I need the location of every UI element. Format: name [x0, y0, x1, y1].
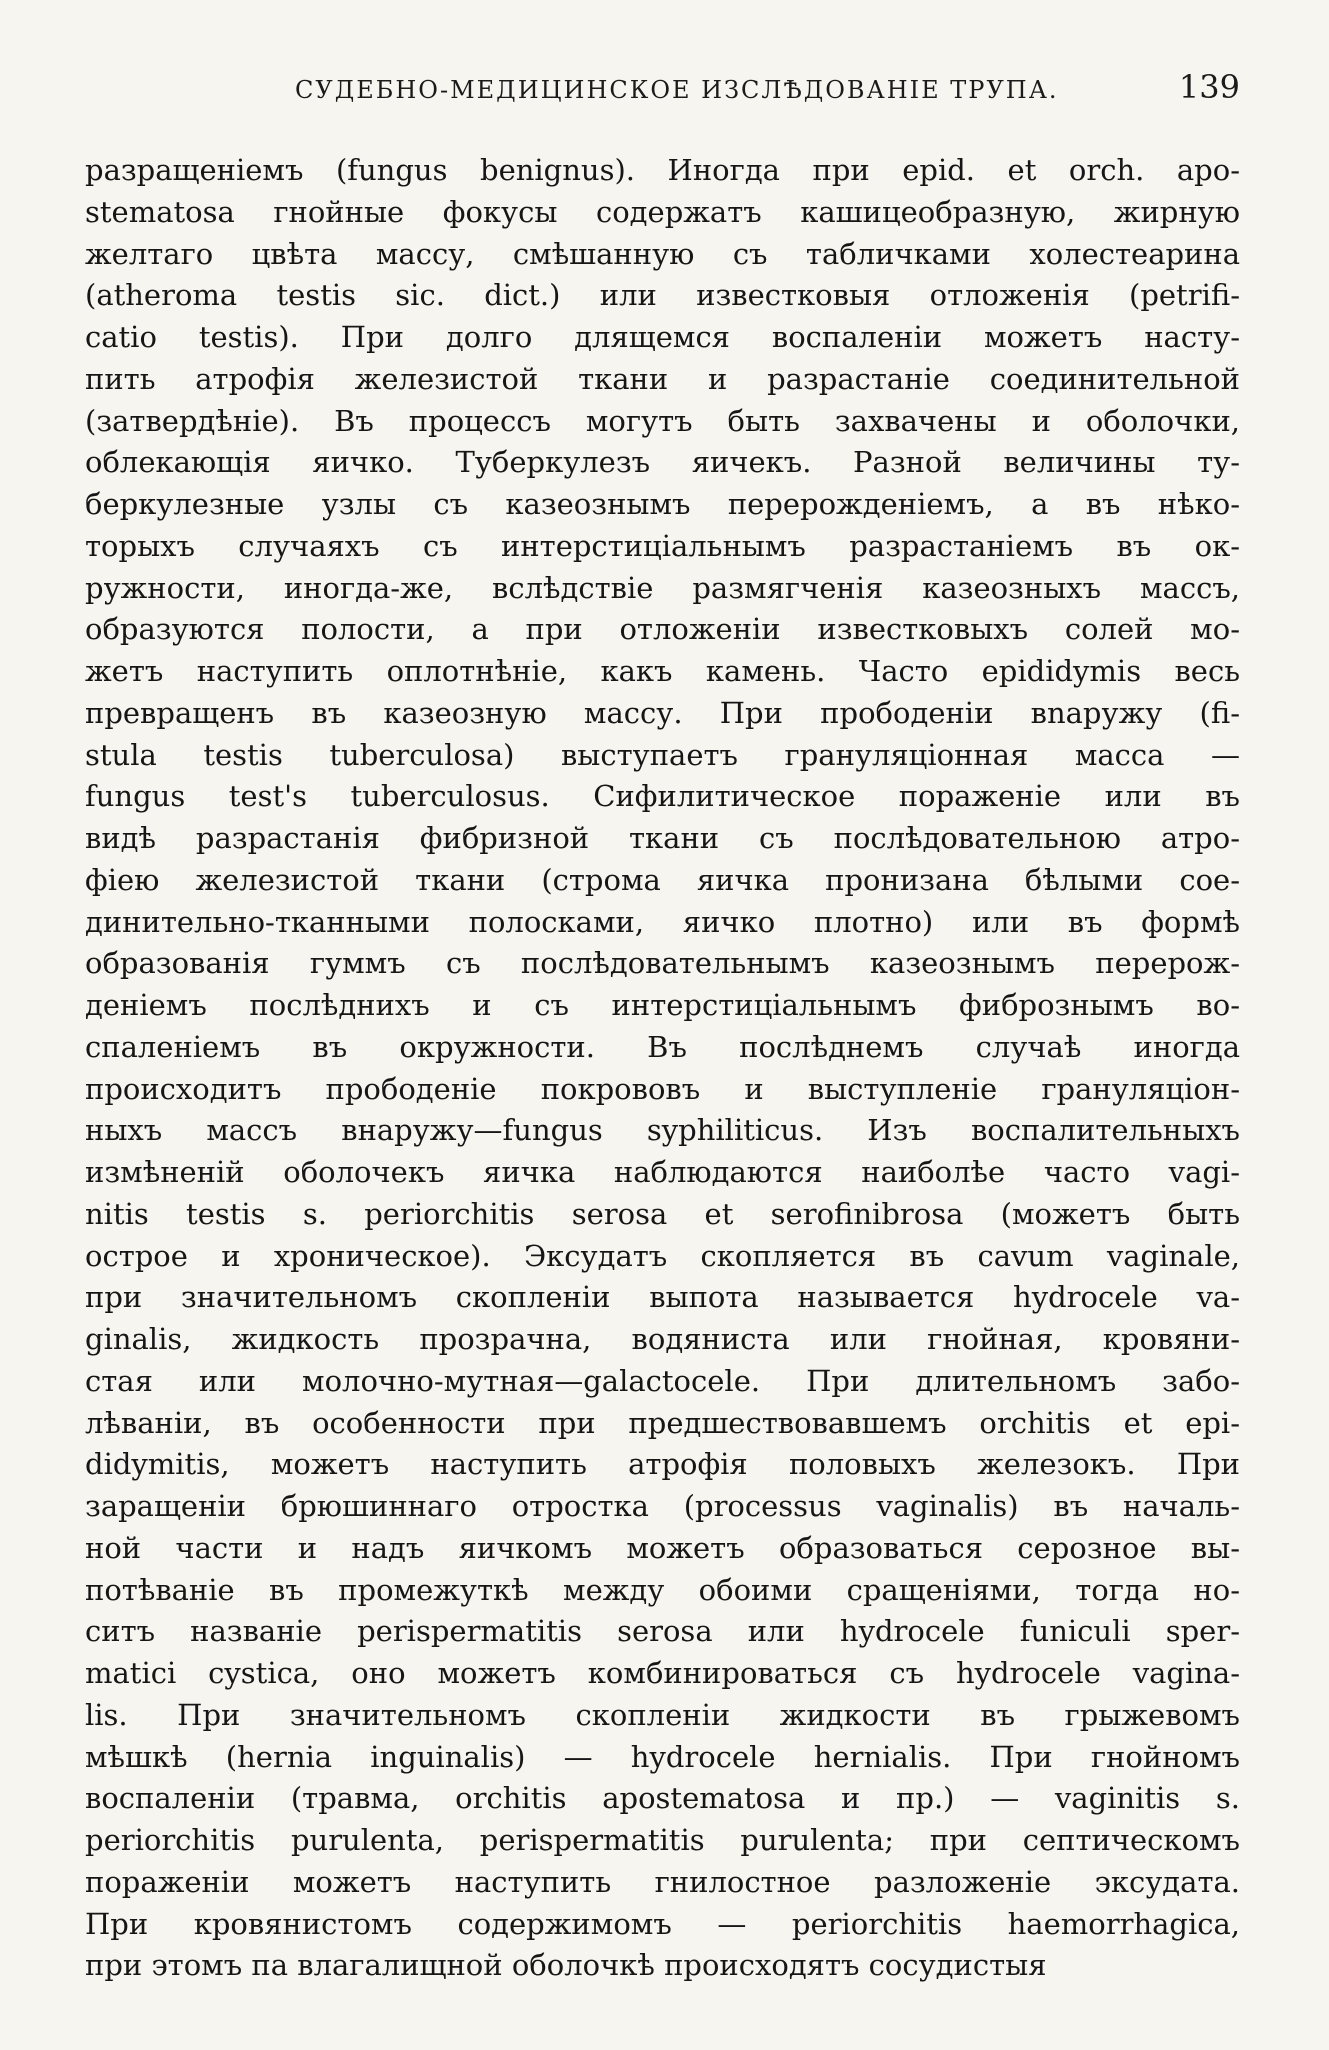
text-line: образованія гуммъ съ послѣдовательнымъ казеознымъ перерож-	[85, 946, 1240, 981]
text-line: didymitis, можетъ наступить атрофія половыхъ железокъ. При	[85, 1447, 1240, 1482]
text-line: спаленіемъ въ окружности. Въ послѣднемъ случаѣ иногда	[85, 1029, 1240, 1064]
text-line: жетъ наступить оплотнѣніе, какъ камень. Часто epididymis весь	[85, 654, 1240, 688]
text-line: лѣваніи, въ особенности при предшествовавшемъ orchitis et epi-	[85, 1405, 1240, 1440]
text-line: fungus test's tuberculosus. Сифилитическое пораженіе или въ	[85, 779, 1240, 814]
text-line: ginalis, жидкость прозрачна, водяниста или гнойная, кровяни-	[85, 1322, 1240, 1356]
text-line: фіею железистой ткани (строма яичка пронизана бѣлыми сое-	[85, 862, 1240, 897]
text-line: пить атрофія железистой ткани и разрастаніе соединительной	[85, 361, 1240, 396]
text-line: острое и хроническое). Эксудатъ скопляется въ cavum vaginale,	[85, 1238, 1240, 1273]
text-line: catio testis). При долго длящемся воспаленіи можетъ насту-	[85, 320, 1240, 354]
text-line: ной части и надъ яичкомъ можетъ образоваться серозное вы-	[85, 1530, 1240, 1565]
text-line: matici cystica, оно можетъ комбинироваться съ hydrocele vagina-	[85, 1656, 1240, 1690]
page-number: 139	[1178, 68, 1240, 106]
book-page	[85, 0, 1240, 2050]
text-line: образуются полости, а при отложеніи известковыхъ солей мо-	[85, 612, 1240, 647]
text-line: periorchitis purulenta, perispermatitis purulenta; при септическомъ	[85, 1823, 1240, 1857]
text-line: измѣненій оболочекъ яичка наблюдаются наиболѣе часто vagi-	[85, 1155, 1240, 1189]
text-line: заращеніи брюшиннаго отростка (processus vaginalis) въ началь-	[85, 1489, 1240, 1523]
text-line: динительно-тканными полосками, яичко плотно) или въ формѣ	[85, 904, 1240, 939]
text-line: видѣ разрастанія фибризной ткани съ послѣдовательною атро-	[85, 821, 1240, 855]
text-line: (затвердѣніе). Въ процессъ могутъ быть захвачены и оболочки,	[85, 403, 1240, 438]
text-line: потѣваніе въ промежуткѣ между обоими сращеніями, тогда но-	[85, 1572, 1240, 1607]
running-head: СУДЕБНО-МЕДИЦИНСКОЕ ИЗСЛѢДОВАНІЕ ТРУПА.	[295, 76, 1059, 104]
text-line: беркулезные узлы съ казеознымъ перерожденіемъ, а въ нѣко-	[85, 487, 1240, 521]
text-line: ситъ названіе perispermatitis serosa или hydrocele funiculi sper-	[85, 1614, 1240, 1649]
text-line: разращеніемъ (fungus benignus). Иногда при epid. et orch. apo-	[85, 153, 1240, 187]
page-header	[85, 68, 1240, 118]
text-line: стая или молочно-мутная—galactocele. При длительномъ забо-	[85, 1363, 1240, 1398]
text-line: происходитъ прободеніе покрововъ и выступленіе грануляціон-	[85, 1071, 1240, 1106]
body-text	[85, 150, 1240, 1987]
text-line: ныхъ массъ внаружу—fungus syphiliticus. Изъ воспалительныхъ	[85, 1113, 1240, 1148]
text-line: при значительномъ скопленіи выпота называется hydrocele va-	[85, 1280, 1240, 1315]
text-line: деніемъ послѣднихъ и съ интерстиціальнымъ фибрознымъ во-	[85, 988, 1240, 1022]
text-line: stula testis tuberculosa) выступаетъ грануляціонная масса —	[85, 737, 1240, 772]
text-line: lis. При значительномъ скопленіи жидкости въ грыжевомъ	[85, 1697, 1240, 1732]
text-line: желтаго цвѣта массу, смѣшанную съ табличками холестеарина	[85, 236, 1240, 271]
text-line: воспаленіи (травма, orchitis apostematosa и пр.) — vaginitis s.	[85, 1781, 1240, 1816]
text-line: мѣшкѣ (hernia inguinalis) — hydrocele hernialis. При гнойномъ	[85, 1739, 1240, 1774]
text-line: облекающія яичко. Туберкулезъ яичекъ. Разной величины ту-	[85, 445, 1240, 480]
text-line: stematosa гнойные фокусы содержатъ кашицеобразную, жирную	[85, 194, 1240, 229]
text-line: nitis testis s. periorchitis serosa et serofinibrosa (можетъ быть	[85, 1196, 1240, 1231]
text-line: превращенъ въ казеозную массу. При прободеніи вnаружу (fi-	[85, 695, 1240, 730]
text-line: торыхъ случаяхъ съ интерстиціальнымъ разрастаніемъ въ ок-	[85, 528, 1240, 563]
text-line: ружности, иногда-же, вслѣдствіе размягченія казеозныхъ массъ,	[85, 570, 1240, 605]
text-line: (atheroma testis sic. dict.) или известковыя отложенія (petrifi-	[85, 278, 1240, 313]
text-line: при этомъ па влагалищной оболочкѣ происходятъ сосудистыя	[85, 1948, 1047, 1983]
text-line: пораженіи можетъ наступить гнилостное разложеніе эксудата.	[85, 1864, 1240, 1899]
text-line: При кровянистомъ содержимомъ — periorchitis haemorrhagica,	[85, 1906, 1240, 1941]
